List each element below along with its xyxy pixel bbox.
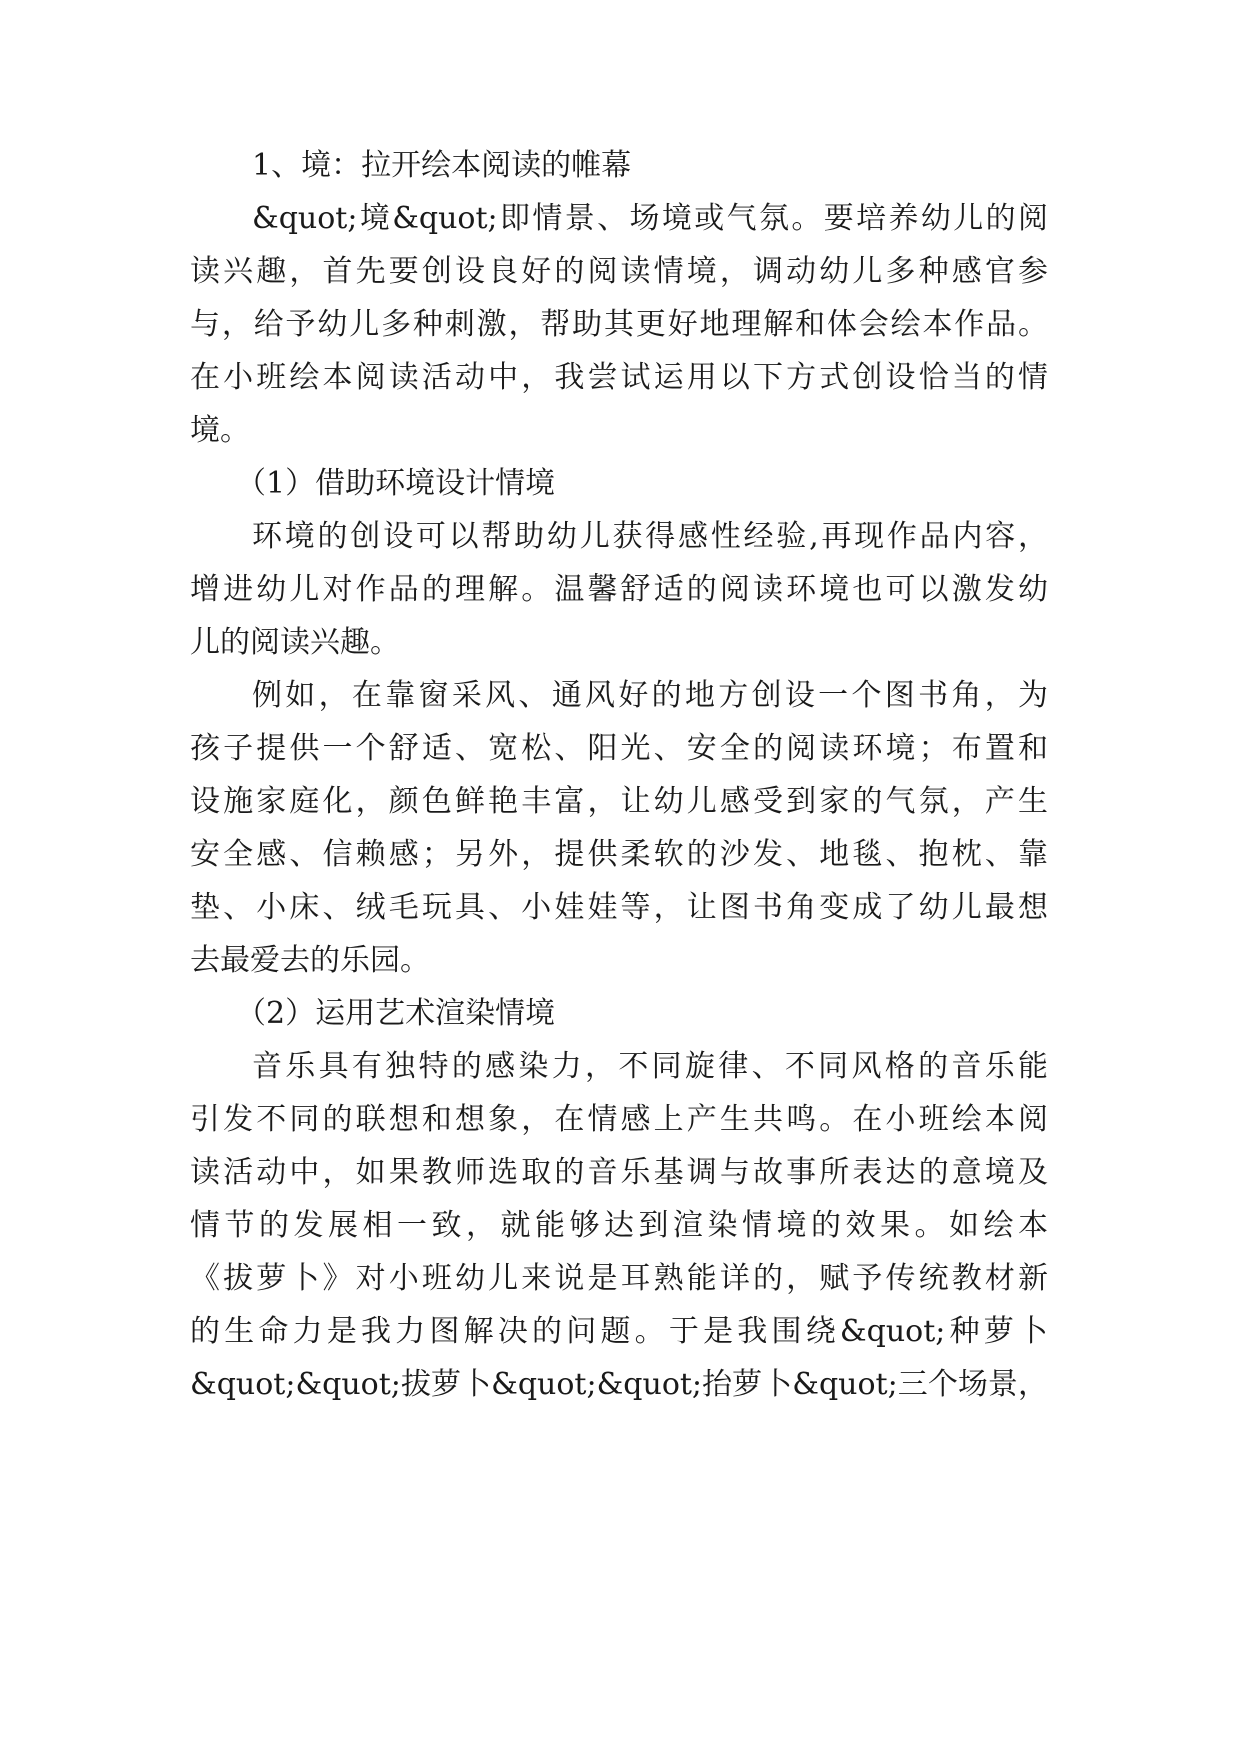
paragraph-line: 垫、小床、绒毛玩具、小娃娃等，让图书角变成了幼儿最想 bbox=[190, 890, 1048, 925]
paragraph-line: 设施家庭化，颜色鲜艳丰富，让幼儿感受到家的气氛，产生 bbox=[190, 784, 1048, 819]
paragraph-line: 音乐具有独特的感染力，不同旋律、不同风格的音乐能 bbox=[252, 1049, 1048, 1084]
paragraph-line: 读活动中，如果教师选取的音乐基调与故事所表达的意境及 bbox=[190, 1155, 1048, 1190]
paragraph-line: 境。 bbox=[190, 413, 250, 448]
paragraph-line: 增进幼儿对作品的理解。温馨舒适的阅读环境也可以激发幼 bbox=[190, 572, 1048, 607]
paragraph-line: 儿的阅读兴趣。 bbox=[190, 625, 400, 660]
paragraph-line: 《拔萝卜》对小班幼儿来说是耳熟能详的，赋予传统教材新 bbox=[190, 1261, 1048, 1296]
paragraph-line: 孩子提供一个舒适、宽松、阳光、安全的阅读环境；布置和 bbox=[190, 731, 1048, 766]
subsection-heading: （2）运用艺术渲染情境 bbox=[236, 996, 556, 1031]
paragraph-line: 读兴趣，首先要创设良好的阅读情境，调动幼儿多种感官参 bbox=[190, 254, 1048, 289]
paragraph-line: 引发不同的联想和想象，在情感上产生共鸣。在小班绘本阅 bbox=[190, 1102, 1048, 1137]
paragraph-line: 的生命力是我力图解决的问题。于是我围绕&quot;种萝卜 bbox=[190, 1314, 1048, 1349]
paragraph-line: 在小班绘本阅读活动中，我尝试运用以下方式创设恰当的情 bbox=[190, 360, 1048, 395]
paragraph-line: 环境的创设可以帮助幼儿获得感性经验,再现作品内容， bbox=[252, 519, 1048, 554]
paragraph-line: 去最爱去的乐园。 bbox=[190, 943, 430, 978]
subsection-heading: （1）借助环境设计情境 bbox=[236, 466, 556, 501]
paragraph-line: &quot;境&quot;即情景、场境或气氛。要培养幼儿的阅 bbox=[252, 201, 1048, 236]
paragraph-line: 情节的发展相一致，就能够达到渲染情境的效果。如绘本 bbox=[190, 1208, 1048, 1243]
paragraph-line: 安全感、信赖感；另外，提供柔软的沙发、地毯、抱枕、靠 bbox=[190, 837, 1048, 872]
paragraph-line: 例如，在靠窗采风、通风好的地方创设一个图书角，为 bbox=[252, 678, 1048, 713]
section-heading: 1、境：拉开绘本阅读的帷幕 bbox=[252, 148, 632, 183]
paragraph-line: 与，给予幼儿多种刺激，帮助其更好地理解和体会绘本作品。 bbox=[190, 307, 1048, 342]
paragraph-line: &quot;&quot;拔萝卜&quot;&quot;抬萝卜&quot;三个场景， bbox=[190, 1367, 1048, 1402]
